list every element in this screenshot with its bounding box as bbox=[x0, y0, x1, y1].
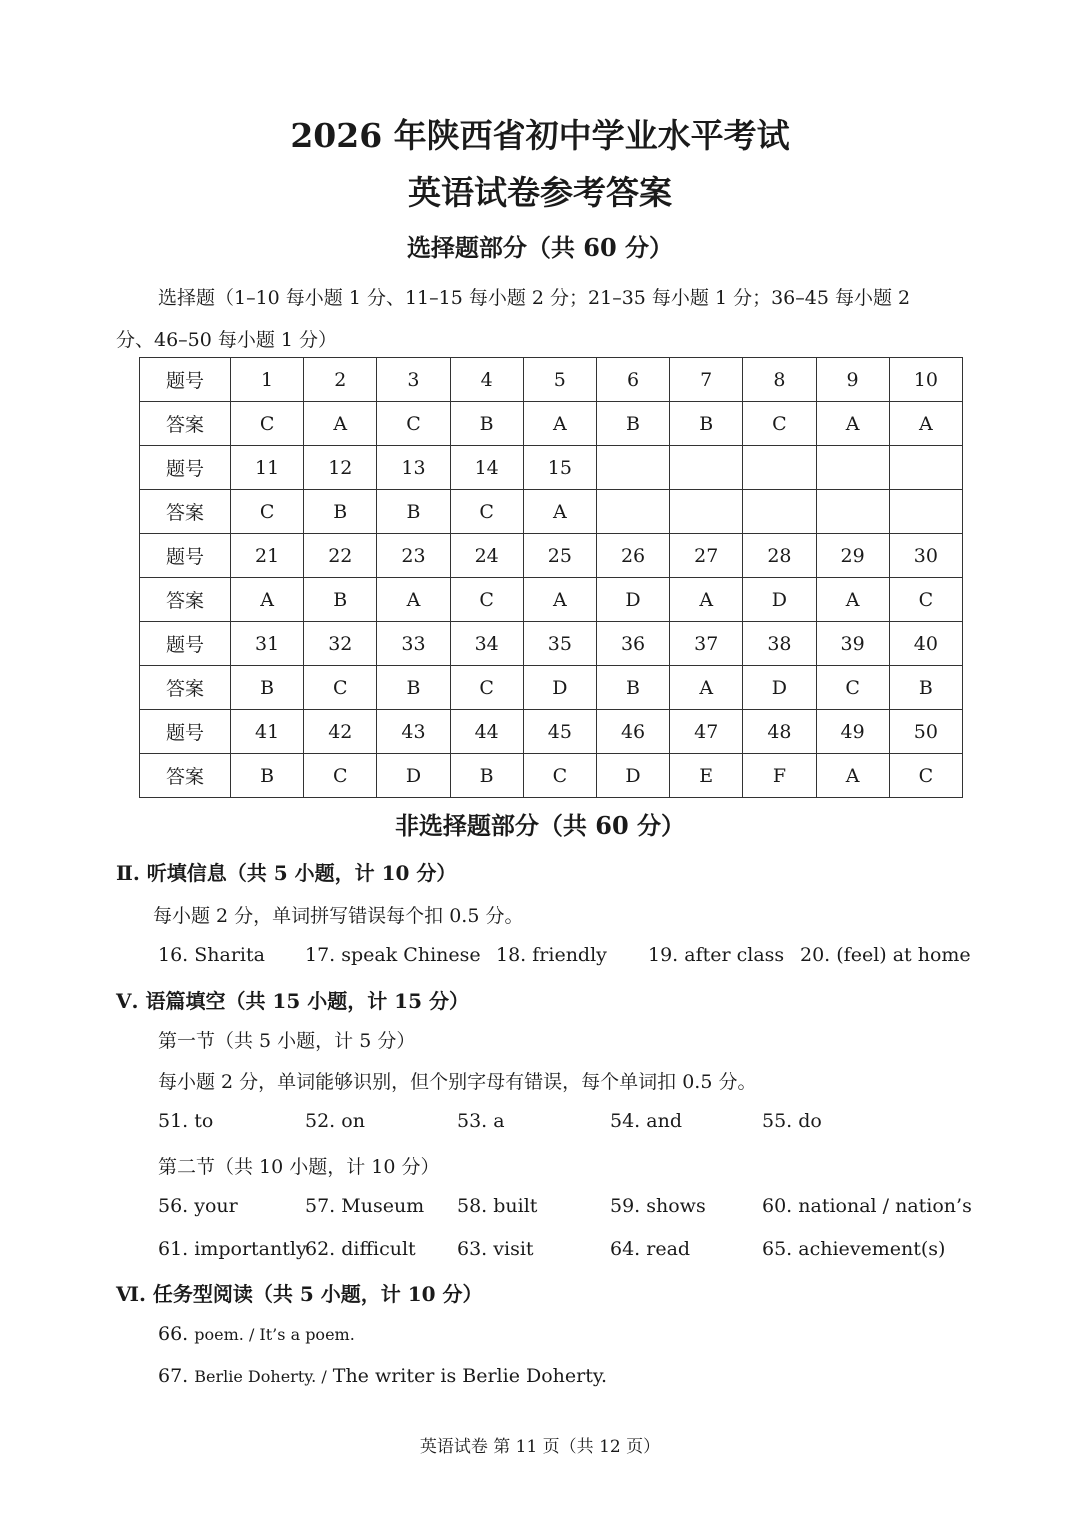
question-number-cell: 7 bbox=[670, 358, 743, 402]
question-number-cell: 27 bbox=[670, 534, 743, 578]
section5-sub2-title: 第二节（共 10 小题，计 10 分） bbox=[158, 1156, 440, 1178]
question-number-cell: 6 bbox=[596, 358, 669, 402]
answer-cell: C bbox=[816, 666, 889, 710]
answer-cell: B bbox=[304, 578, 377, 622]
table-row-number bbox=[140, 446, 963, 490]
answer-cell bbox=[816, 490, 889, 534]
question-number-cell: 42 bbox=[304, 710, 377, 754]
answer-cell: C bbox=[743, 402, 816, 446]
section5-sub1-note: 每小题 2 分，单词能够识别，但个别字母有错误，每个单词扣 0.5 分。 bbox=[158, 1071, 757, 1093]
question-number-cell: 39 bbox=[816, 622, 889, 666]
answer-64: 64. read bbox=[610, 1238, 691, 1260]
question-number-cell: 26 bbox=[596, 534, 669, 578]
answer-cell: A bbox=[816, 402, 889, 446]
answer-cell: C bbox=[450, 490, 523, 534]
question-number-cell: 31 bbox=[231, 622, 304, 666]
row-label-answer: 答案 bbox=[140, 578, 231, 622]
question-number-cell: 13 bbox=[377, 446, 450, 490]
question-number-cell bbox=[889, 446, 962, 490]
answer-58: 58. built bbox=[457, 1195, 538, 1217]
question-number-cell: 22 bbox=[304, 534, 377, 578]
answer-67-text-a: Berlie Doherty. / bbox=[194, 1367, 327, 1386]
answer-cell: C bbox=[377, 402, 450, 446]
question-number-cell: 47 bbox=[670, 710, 743, 754]
table-row-number bbox=[140, 358, 963, 402]
question-number-cell: 43 bbox=[377, 710, 450, 754]
answer-cell: B bbox=[377, 666, 450, 710]
question-number-cell: 8 bbox=[743, 358, 816, 402]
answer-cell bbox=[889, 490, 962, 534]
answer-54: 54. and bbox=[610, 1110, 682, 1132]
answer-cell: C bbox=[231, 402, 304, 446]
question-number-cell: 14 bbox=[450, 446, 523, 490]
answer-cell: B bbox=[231, 666, 304, 710]
answer-cell: A bbox=[231, 578, 304, 622]
answer-cell: A bbox=[377, 578, 450, 622]
question-number-cell: 1 bbox=[231, 358, 304, 402]
answer-cell: B bbox=[377, 490, 450, 534]
row-label-number: 题号 bbox=[140, 358, 231, 402]
question-number-cell: 48 bbox=[743, 710, 816, 754]
answer-cell: D bbox=[743, 578, 816, 622]
answer-61: 61. importantly bbox=[158, 1238, 307, 1260]
question-number-cell: 3 bbox=[377, 358, 450, 402]
question-number-cell: 4 bbox=[450, 358, 523, 402]
row-label-answer: 答案 bbox=[140, 666, 231, 710]
question-number-cell: 33 bbox=[377, 622, 450, 666]
answer-cell: F bbox=[743, 754, 816, 798]
answer-19: 19. after class bbox=[648, 944, 785, 966]
question-number-cell: 10 bbox=[889, 358, 962, 402]
question-number-cell: 30 bbox=[889, 534, 962, 578]
answer-55: 55. do bbox=[762, 1110, 822, 1132]
section5-sub1-title: 第一节（共 5 小题，计 5 分） bbox=[158, 1030, 416, 1052]
answer-cell: C bbox=[304, 666, 377, 710]
answer-cell: B bbox=[450, 754, 523, 798]
answer-cell: A bbox=[889, 402, 962, 446]
question-number-cell: 34 bbox=[450, 622, 523, 666]
answer-cell bbox=[596, 490, 669, 534]
answer-57: 57. Museum bbox=[305, 1195, 425, 1217]
instructions-line1: 选择题（1–10 每小题 1 分、11–15 每小题 2 分；21–35 每小题 1 分；36–45 每小题 2 bbox=[158, 287, 911, 309]
answer-cell: D bbox=[596, 578, 669, 622]
question-number-cell bbox=[596, 446, 669, 490]
section2-title: Ⅱ. 听填信息（共 5 小题，计 10 分） bbox=[116, 861, 457, 885]
answer-cell: A bbox=[523, 490, 596, 534]
row-label-answer: 答案 bbox=[140, 490, 231, 534]
answer-cell: C bbox=[231, 490, 304, 534]
answer-67-text-b: The writer is Berlie Doherty. bbox=[332, 1365, 608, 1387]
answer-cell: B bbox=[670, 402, 743, 446]
answer-cell: C bbox=[889, 754, 962, 798]
answer-cell: D bbox=[523, 666, 596, 710]
answer-cell: D bbox=[743, 666, 816, 710]
question-number-cell: 24 bbox=[450, 534, 523, 578]
question-number-cell: 37 bbox=[670, 622, 743, 666]
section6-title: Ⅵ. 任务型阅读（共 5 小题，计 10 分） bbox=[116, 1282, 483, 1306]
question-number-cell: 49 bbox=[816, 710, 889, 754]
answer-cell: A bbox=[304, 402, 377, 446]
page-footer: 英语试卷 第 11 页（共 12 页） bbox=[419, 1437, 661, 1457]
answer-cell: A bbox=[816, 578, 889, 622]
answer-cell: A bbox=[523, 402, 596, 446]
row-label-number: 题号 bbox=[140, 622, 231, 666]
answer-56: 56. your bbox=[158, 1195, 238, 1217]
answer-67-number: 67. bbox=[158, 1365, 189, 1387]
row-label-number: 题号 bbox=[140, 534, 231, 578]
answer-table bbox=[139, 357, 963, 798]
answer-cell: C bbox=[450, 666, 523, 710]
answer-67 bbox=[158, 1365, 607, 1387]
instructions-line2: 分、46–50 每小题 1 分） bbox=[116, 329, 338, 351]
table-row-answer bbox=[140, 578, 963, 622]
answer-60: 60. national / nation’s bbox=[762, 1195, 972, 1217]
answer-cell: B bbox=[596, 402, 669, 446]
question-number-cell: 29 bbox=[816, 534, 889, 578]
answer-62: 62. difficult bbox=[305, 1238, 416, 1260]
answer-cell: A bbox=[523, 578, 596, 622]
row-label-answer: 答案 bbox=[140, 754, 231, 798]
row-label-number: 题号 bbox=[140, 710, 231, 754]
question-number-cell: 23 bbox=[377, 534, 450, 578]
table-row-number bbox=[140, 710, 963, 754]
section5-title: Ⅴ. 语篇填空（共 15 小题，计 15 分） bbox=[116, 989, 469, 1013]
question-number-cell: 5 bbox=[523, 358, 596, 402]
answer-cell: D bbox=[377, 754, 450, 798]
answer-63: 63. visit bbox=[457, 1238, 534, 1260]
table-row-number bbox=[140, 622, 963, 666]
answer-cell: B bbox=[304, 490, 377, 534]
answer-51: 51. to bbox=[158, 1110, 214, 1132]
answer-cell bbox=[670, 490, 743, 534]
answer-cell: C bbox=[889, 578, 962, 622]
question-number-cell bbox=[670, 446, 743, 490]
row-label-answer: 答案 bbox=[140, 402, 231, 446]
answer-cell: E bbox=[670, 754, 743, 798]
question-number-cell: 40 bbox=[889, 622, 962, 666]
question-number-cell: 9 bbox=[816, 358, 889, 402]
answer-cell: C bbox=[304, 754, 377, 798]
answer-59: 59. shows bbox=[610, 1195, 706, 1217]
section2-note: 每小题 2 分，单词拼写错误每个扣 0.5 分。 bbox=[153, 905, 524, 927]
answer-17: 17. speak Chinese bbox=[305, 944, 481, 966]
question-number-cell: 38 bbox=[743, 622, 816, 666]
answer-66-number: 66. bbox=[158, 1323, 189, 1345]
question-number-cell: 44 bbox=[450, 710, 523, 754]
answer-cell: B bbox=[450, 402, 523, 446]
question-number-cell: 28 bbox=[743, 534, 816, 578]
answer-cell: B bbox=[889, 666, 962, 710]
question-number-cell: 2 bbox=[304, 358, 377, 402]
answer-18: 18. friendly bbox=[496, 944, 607, 966]
part2-heading: 非选择题部分（共 60 分） bbox=[394, 811, 686, 840]
answer-52: 52. on bbox=[305, 1110, 365, 1132]
question-number-cell: 25 bbox=[523, 534, 596, 578]
answer-cell: C bbox=[450, 578, 523, 622]
answer-cell: A bbox=[816, 754, 889, 798]
answer-cell: B bbox=[596, 666, 669, 710]
exam-subtitle: 英语试卷参考答案 bbox=[408, 173, 672, 212]
question-number-cell bbox=[816, 446, 889, 490]
answer-66 bbox=[158, 1323, 355, 1345]
question-number-cell: 32 bbox=[304, 622, 377, 666]
question-number-cell: 12 bbox=[304, 446, 377, 490]
question-number-cell: 21 bbox=[231, 534, 304, 578]
answer-cell bbox=[743, 490, 816, 534]
answer-20: 20. (feel) at home bbox=[800, 944, 971, 966]
question-number-cell: 35 bbox=[523, 622, 596, 666]
question-number-cell: 15 bbox=[523, 446, 596, 490]
question-number-cell: 11 bbox=[231, 446, 304, 490]
answer-66-text: poem. / It’s a poem. bbox=[194, 1325, 355, 1344]
table-row-answer bbox=[140, 490, 963, 534]
question-number-cell: 36 bbox=[596, 622, 669, 666]
table-row-answer bbox=[140, 754, 963, 798]
question-number-cell: 41 bbox=[231, 710, 304, 754]
answer-cell: A bbox=[670, 666, 743, 710]
question-number-cell bbox=[743, 446, 816, 490]
exam-title: 2026 年陕西省初中学业水平考试 bbox=[290, 116, 790, 155]
table-row-answer bbox=[140, 666, 963, 710]
table-row-answer bbox=[140, 402, 963, 446]
answer-53: 53. a bbox=[457, 1110, 505, 1132]
answer-cell: C bbox=[523, 754, 596, 798]
answer-cell: D bbox=[596, 754, 669, 798]
answer-cell: A bbox=[670, 578, 743, 622]
table-row-number bbox=[140, 534, 963, 578]
part1-heading: 选择题部分（共 60 分） bbox=[406, 233, 674, 262]
answer-65: 65. achievement(s) bbox=[762, 1238, 946, 1260]
question-number-cell: 50 bbox=[889, 710, 962, 754]
row-label-number: 题号 bbox=[140, 446, 231, 490]
answer-16: 16. Sharita bbox=[158, 944, 265, 966]
answer-cell: B bbox=[231, 754, 304, 798]
question-number-cell: 45 bbox=[523, 710, 596, 754]
question-number-cell: 46 bbox=[596, 710, 669, 754]
